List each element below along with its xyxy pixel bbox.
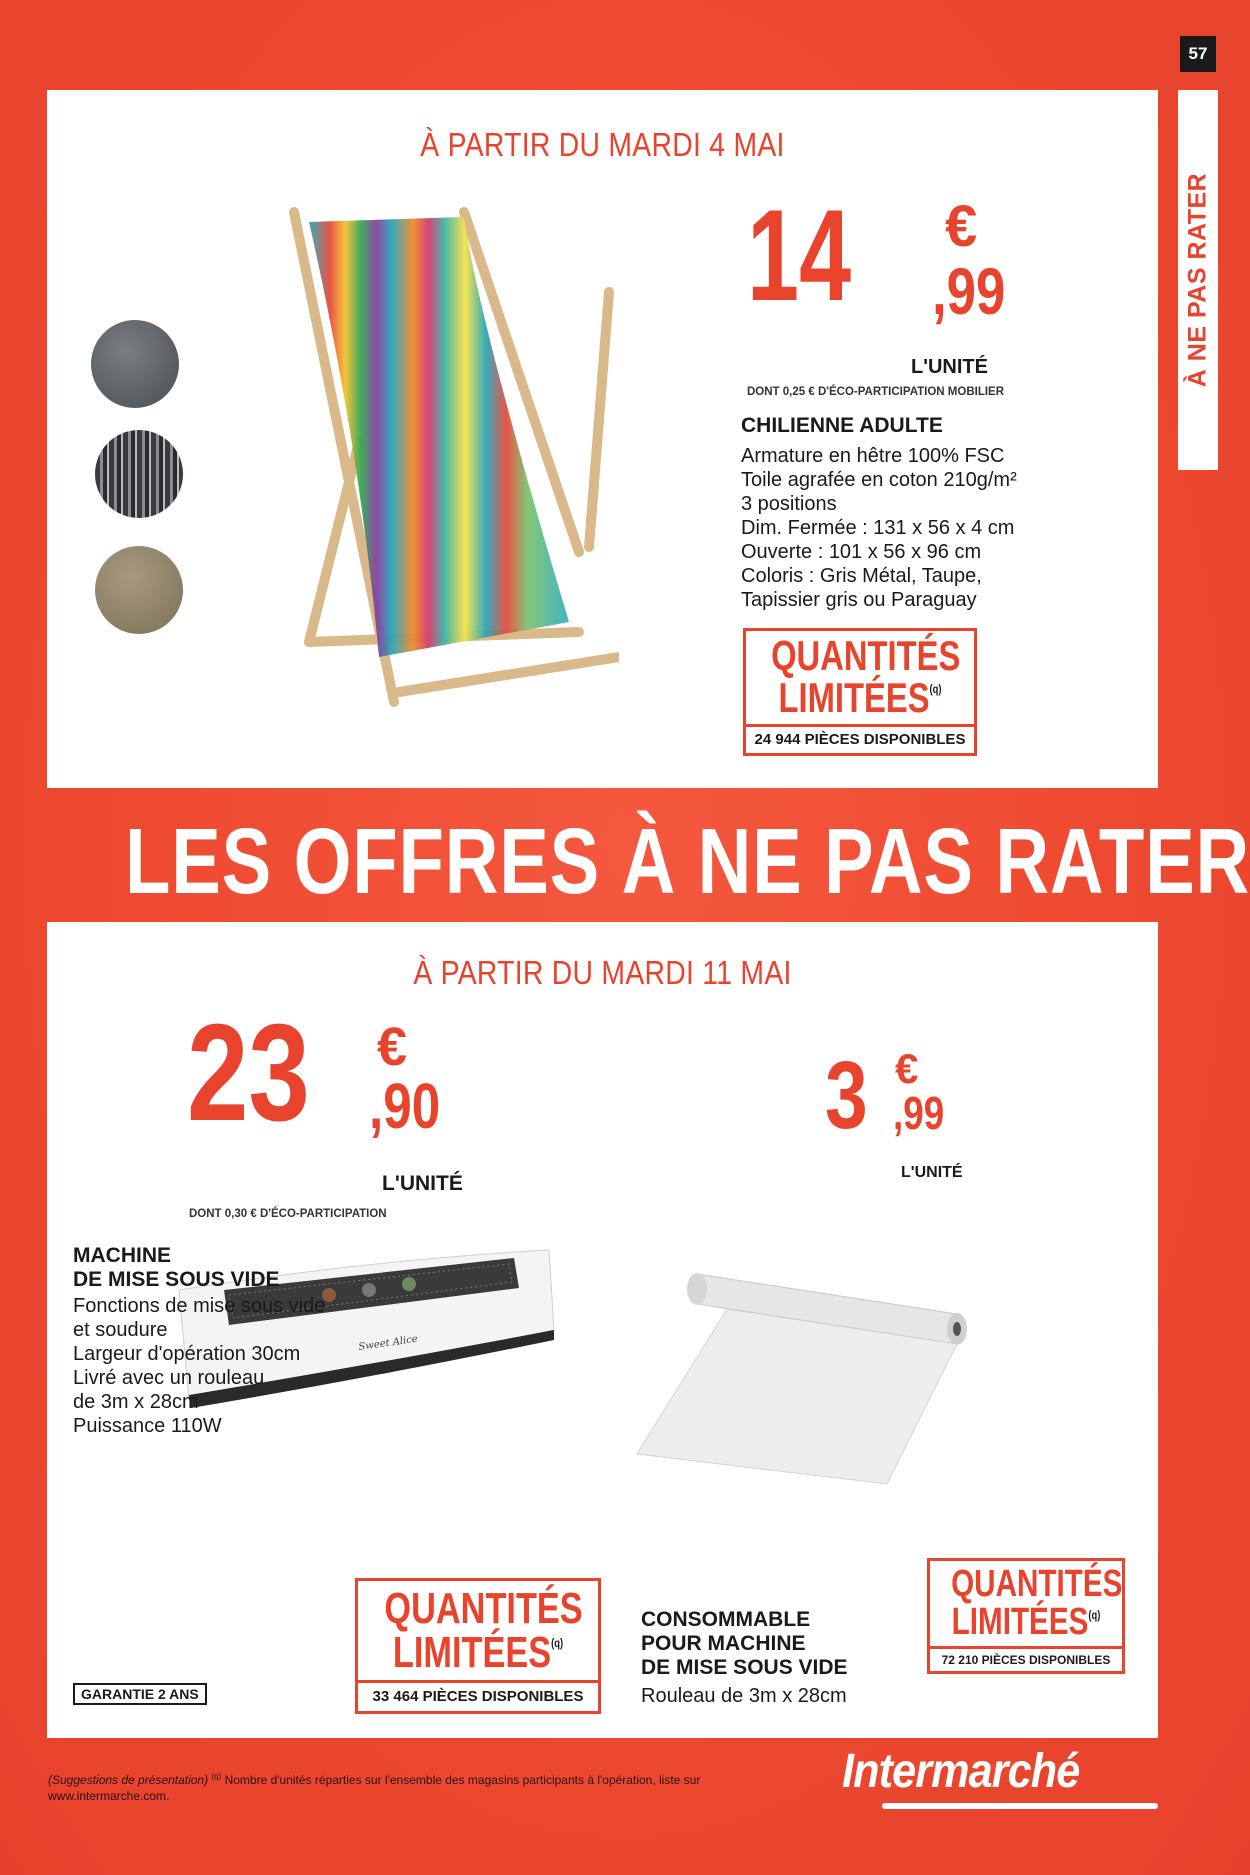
- desc-line: Toile agrafée en coton 210g/m²: [741, 469, 1017, 491]
- date-banner: À PARTIR DU MARDI 4 MAI: [420, 126, 785, 163]
- swatch-tapissier-gris: [95, 430, 183, 518]
- desc-line: Ouverte : 101 x 56 x 96 cm: [741, 541, 982, 563]
- quantites-line1: QUANTITÉS: [771, 632, 961, 679]
- side-tab-label: À NE PAS RATER: [1183, 172, 1212, 388]
- swatch-taupe: [95, 546, 183, 634]
- price-euro: €: [377, 1017, 408, 1077]
- quantites-line2: LIMITÉES: [951, 1601, 1089, 1643]
- quantites-note: (q): [551, 1636, 564, 1650]
- title-line: MACHINE: [73, 1244, 171, 1267]
- product-title: [73, 1244, 280, 1292]
- quantites-limitees-badge: [355, 1578, 601, 1714]
- quantites-line2: LIMITÉES: [778, 674, 930, 721]
- desc-line: Rouleau de 3m x 28cm: [641, 1685, 847, 1707]
- eco-participation: DONT 0,25 € D'ÉCO-PARTICIPATION MOBILIER: [747, 386, 1005, 398]
- desc-line: Tapissier gris ou Paraguay: [741, 589, 977, 611]
- headline: LES OFFRES À NE PAS RATER: [125, 809, 1250, 913]
- title-line: DE MISE SOUS VIDE: [641, 1656, 848, 1679]
- desc-line: Armature en hêtre 100% FSC: [741, 445, 1005, 467]
- quantites-pieces: 24 944 PIÈCES DISPONIBLES: [746, 724, 974, 753]
- product-title: CHILIENNE ADULTE: [741, 414, 943, 437]
- desc-line: Largeur d'opération 30cm: [73, 1343, 301, 1365]
- footer-url[interactable]: www.intermarche.com.: [48, 1789, 170, 1803]
- quantites-pieces: 72 210 PIÈCES DISPONIBLES: [930, 1646, 1122, 1671]
- product-description: [641, 1684, 847, 1708]
- quantites-pieces: 33 464 PIÈCES DISPONIBLES: [358, 1680, 598, 1711]
- desc-line: Livré avec un rouleau: [73, 1367, 265, 1389]
- quantites-line2: LIMITÉES: [392, 1628, 552, 1677]
- desc-line: 3 positions: [741, 493, 837, 515]
- desc-line: de 3m x 28cm: [73, 1391, 199, 1413]
- footer-note-italic: (Suggestions de présentation): [48, 1773, 209, 1787]
- price-unit: L'UNITÉ: [911, 356, 988, 378]
- eco-participation: DONT 0,30 € D'ÉCO-PARTICIPATION: [189, 1208, 387, 1220]
- date-banner: À PARTIR DU MARDI 11 MAI: [413, 954, 792, 991]
- side-tab: [1178, 90, 1218, 470]
- desc-line: Dim. Fermée : 131 x 56 x 4 cm: [741, 517, 1015, 539]
- price-integer: 23: [187, 996, 310, 1150]
- title-line: DE MISE SOUS VIDE: [73, 1268, 280, 1291]
- garantie-badge: GARANTIE 2 ANS: [73, 1683, 207, 1705]
- footer-note-sup: (q): [211, 1772, 222, 1781]
- product-title: [641, 1608, 848, 1680]
- price-integer: 14: [747, 182, 852, 328]
- intermarche-logo: Intermarché: [842, 1745, 1080, 1798]
- price-euro: €: [945, 194, 978, 259]
- logo-underline: [882, 1803, 1158, 1809]
- title-line: CONSOMMABLE: [641, 1608, 811, 1631]
- footer-note: [48, 1769, 808, 1804]
- quantites-note: (q): [929, 682, 942, 696]
- desc-line: Coloris : Gris Métal, Taupe,: [741, 565, 982, 587]
- deck-chair-image: [279, 202, 619, 732]
- footer-note-text: Nombre d'unités réparties sur l'ensemble des magasins participants à l'opération, liste sur: [221, 1773, 701, 1787]
- desc-line: Fonctions de mise sous vide: [73, 1295, 326, 1317]
- price-unit: L'UNITÉ: [382, 1172, 463, 1195]
- quantites-note: (q): [1088, 1608, 1101, 1622]
- desc-line: et soudure: [73, 1319, 168, 1341]
- offer-panel-chilienne: [47, 90, 1158, 788]
- price-decimal: ,90: [369, 1070, 441, 1142]
- quantites-line1: QUANTITÉS: [384, 1584, 583, 1633]
- quantites-limitees-badge: [927, 1558, 1125, 1674]
- quantites-line1: QUANTITÉS: [951, 1563, 1123, 1605]
- price-unit: L'UNITÉ: [901, 1164, 963, 1181]
- price-euro: €: [895, 1045, 919, 1092]
- product-description: [741, 444, 1017, 612]
- quantites-limitees-badge: [743, 628, 977, 756]
- price-decimal: ,99: [932, 254, 1006, 328]
- product-description: [73, 1294, 325, 1438]
- swatch-gris-metal: [91, 320, 179, 408]
- price-decimal: ,99: [893, 1087, 945, 1139]
- price-integer: 3: [825, 1042, 868, 1149]
- page-number: 57: [1180, 36, 1216, 72]
- desc-line: Puissance 110W: [73, 1415, 222, 1437]
- title-line: POUR MACHINE: [641, 1632, 806, 1655]
- vacuum-roll-image: [637, 1254, 977, 1494]
- offer-panel-sous-vide: [47, 922, 1158, 1738]
- product-brand: Sweet Alice: [357, 1333, 419, 1353]
